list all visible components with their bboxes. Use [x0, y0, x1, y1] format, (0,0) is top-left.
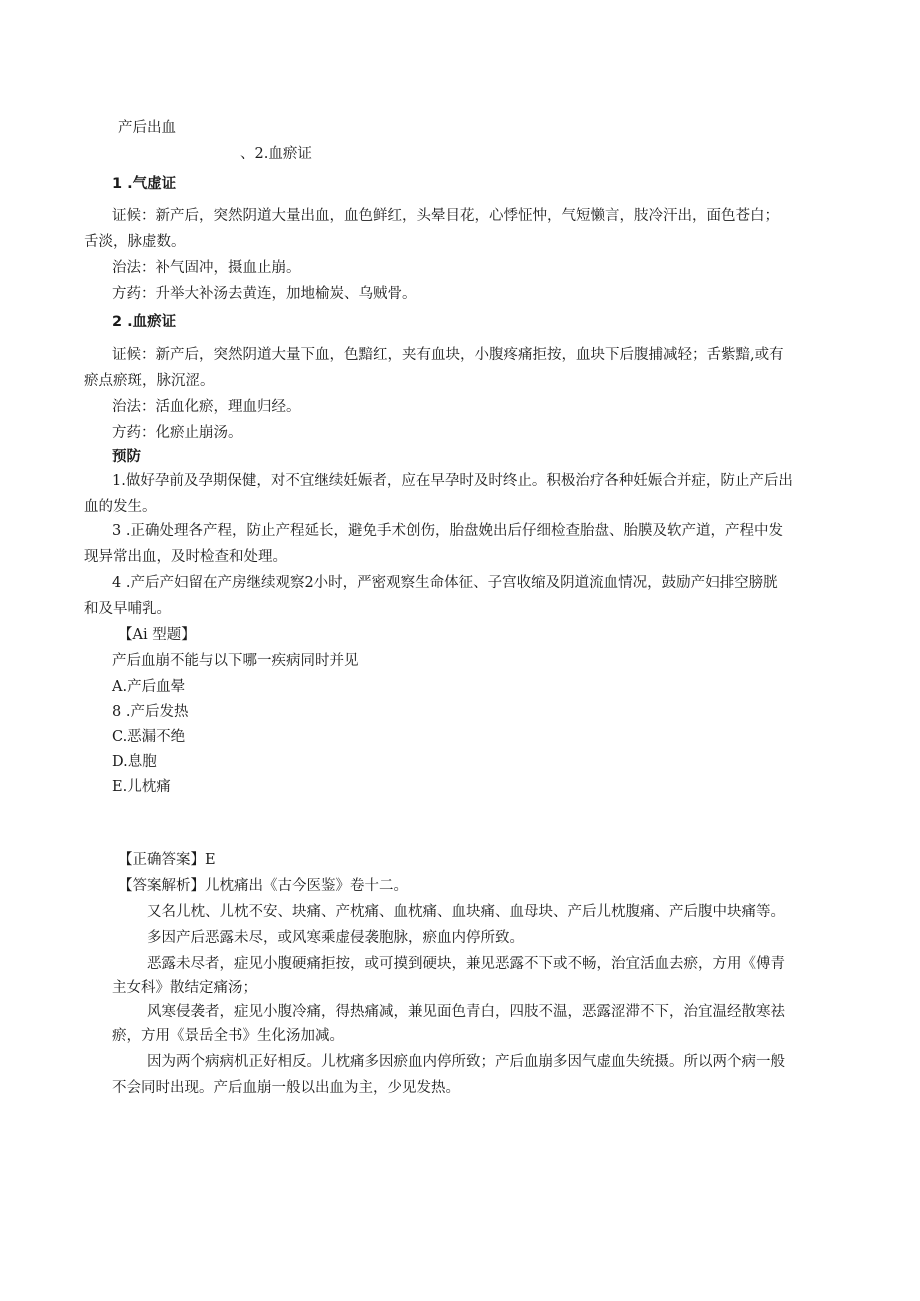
analysis-text: 风寒侵袭者，症见小腹冷痛，得热痛减，兼见面色青白，四肢不温，恶露涩滞不下，治宜温经散寒祛 — [147, 1004, 785, 1020]
prevention-item: 血的发生。 — [84, 499, 157, 515]
formula-text: 方药：化瘀止崩汤。 — [112, 425, 243, 441]
prevention-item: 4 .产后产妇留在产房继续观察2小时，严密观察生命体征、子宫收缩及阴道流血情况，鼓励产妇排空膀胱 — [112, 575, 778, 591]
prevention-item: 1.做好孕前及孕期保健，对不宜继续妊娠者，应在早孕时及时终止。积极治疗各种妊娠合并症，防止产后出 — [112, 473, 793, 489]
option-b: 8 .产后发热 — [112, 704, 189, 720]
analysis-text: 不会同时出现。产后血崩一般以出血为主，少见发热。 — [112, 1080, 460, 1096]
analysis-text: 瘀，方用《景岳全书》生化汤加减。 — [112, 1028, 344, 1044]
page-subtitle: 、2.血瘀证 — [240, 146, 312, 162]
option-c: C.恶漏不绝 — [112, 729, 186, 745]
correct-answer: 【正确答案】E — [118, 852, 216, 868]
analysis-text: 因为两个病病机正好相反。儿枕痛多因瘀血内停所致；产后血崩多因气虚血失统摄。所以两个病一般 — [147, 1054, 785, 1070]
treatment-method: 治法：活血化瘀，理血归经。 — [112, 399, 301, 415]
page-title: 产后出血 — [118, 120, 176, 136]
prevention-item: 现异常出血，及时检查和处理。 — [84, 549, 287, 565]
analysis-text: 恶露未尽者，症见小腹硬痛拒按，或可摸到硬块，兼见恶露不下或不畅，治宜活血去瘀，方用《傅青 — [147, 956, 785, 972]
syndrome-text: 舌淡，脉虚数。 — [84, 234, 186, 250]
question-type-label: 【Ai 型题】 — [118, 627, 196, 643]
prevention-heading: 预防 — [112, 449, 141, 465]
option-e: E.儿枕痛 — [112, 779, 171, 795]
prevention-item: 3 .正确处理各产程，防止产程延长，避免手术创伤，胎盘娩出后仔细检查胎盘、胎膜及软产道，产程中发 — [112, 523, 783, 539]
answer-analysis — [118, 876, 408, 896]
analysis-text: 多因产后恶露未尽，或风寒乘虚侵袭胞脉，瘀血内停所致。 — [147, 930, 524, 946]
section-heading-qixu: 1 .气虚证 — [112, 176, 177, 192]
analysis-text: 又名儿枕、儿枕不安、块痛、产枕痛、血枕痛、血块痛、血母块、产后儿枕腹痛、产后腹中块痛等。 — [147, 904, 785, 920]
syndrome-text: 证候：新产后，突然阴道大量下血，色黯红，夹有血块，小腹疼痛拒按，血块下后腹捕减轻；舌紫黯,或有 — [112, 347, 784, 363]
formula-text: 方药：升举大补汤去黄连，加地榆炭、乌贼骨。 — [112, 286, 417, 302]
option-d: D.息胞 — [112, 754, 157, 770]
syndrome-text: 瘀点瘀斑，脉沉涩。 — [84, 373, 215, 389]
analysis-text: 主女科》散结定痛汤； — [112, 980, 257, 996]
prevention-item: 和及早哺乳。 — [84, 601, 171, 617]
question-stem: 产后血崩不能与以下哪一疾病同时并见 — [112, 653, 359, 669]
syndrome-text: 证候：新产后，突然阴道大量出血，血色鲜红，头晕目花，心悸怔忡，气短懒言，肢冷汗出，面色苍白； — [112, 208, 779, 224]
analysis-label: 【答案解析】 — [118, 878, 205, 894]
section-heading-xueyu: 2 .血瘀证 — [112, 314, 177, 330]
analysis-intro: 儿枕痛出《古今医鉴》卷十二。 — [205, 878, 408, 894]
treatment-method: 治法：补气固冲，摄血止崩。 — [112, 260, 301, 276]
option-a: A.产后血晕 — [112, 679, 186, 695]
